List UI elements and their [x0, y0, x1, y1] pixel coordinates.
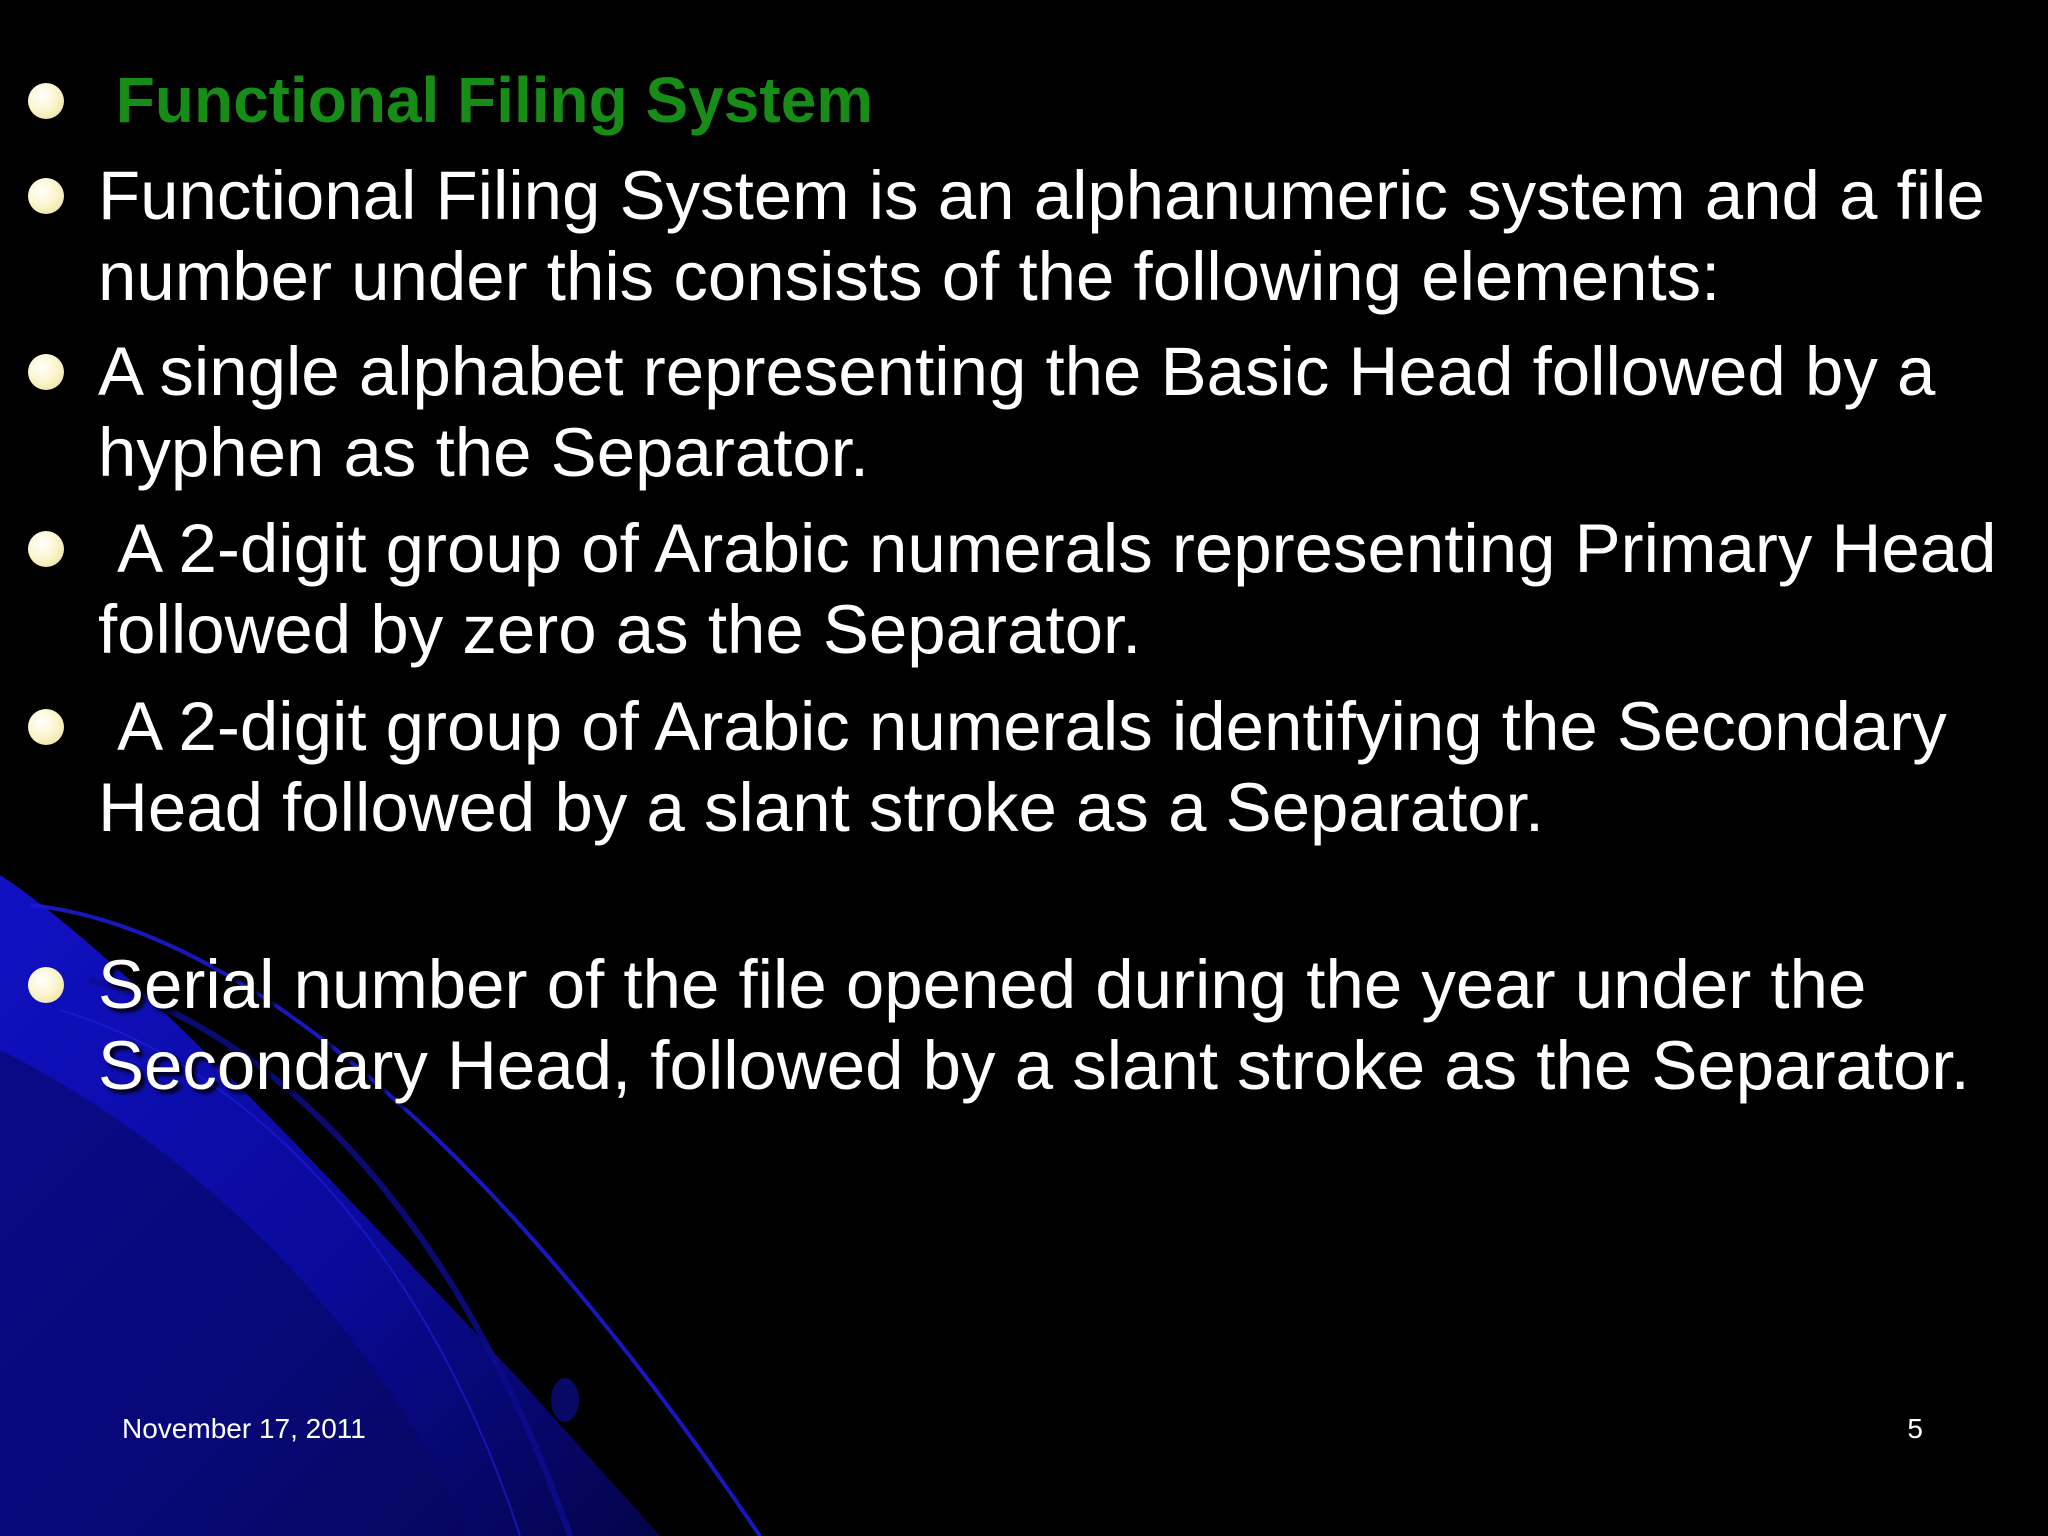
bullet-heading — [98, 60, 2028, 140]
heading-text: Functional Filing System — [98, 64, 874, 136]
bullet-item — [98, 331, 2028, 493]
footer-date: November 17, 2011 — [122, 1413, 366, 1444]
bullet-text: A 2-digit group of Arabic numerals representing Primary Head followed by zero as the Separator. — [98, 510, 2016, 668]
bullet-item — [98, 686, 2028, 848]
bullet-item — [98, 155, 2028, 317]
bullet-text: Serial number of the file opened during the year under the Secondary Head, followed by a slant stroke as the Separator. — [98, 946, 1970, 1104]
bullet-item — [98, 508, 2028, 670]
bullet-text: A single alphabet representing the Basic Head followed by a hyphen as the Separator. — [98, 333, 1955, 491]
footer-page-number: 5 — [1907, 1413, 1923, 1444]
bullet-dot-icon — [28, 178, 64, 214]
bullet-dot-icon — [28, 83, 64, 119]
bullet-text: Functional Filing System is an alphanumeric system and a file number under this consists of the following elements: — [98, 157, 2005, 315]
bullet-dot-icon — [28, 531, 64, 567]
bullet-dot-icon — [28, 967, 64, 1003]
bullet-item — [98, 944, 2028, 1106]
bullet-dot-icon — [28, 354, 64, 390]
bullet-text: A 2-digit group of Arabic numerals identifying the Secondary Head followed by a slant stroke as a Separator. — [98, 688, 1966, 846]
bullet-dot-icon — [28, 709, 64, 745]
